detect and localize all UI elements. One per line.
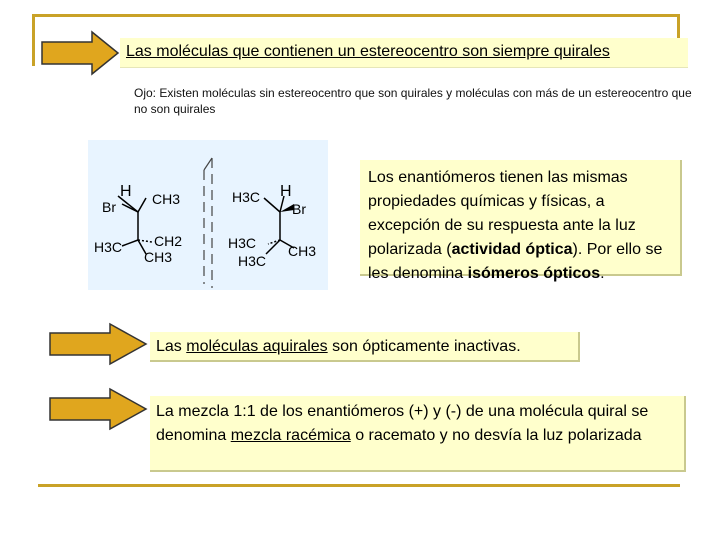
enantiomers-text-1: Los enantiómeros tienen las mismas propiedades químicas y físicas, a excepción de su respuesta ante la luz polarizada ( [368,169,636,258]
arrow-icon [48,387,148,431]
top-rule [32,14,680,17]
right-h3c-mid-label: H3C [228,235,257,251]
left-br-label: Br [102,199,116,215]
enantiomers-text-2: ). Por ello se les denomina [368,241,663,282]
left-h3c-label: H3C [94,239,123,255]
achiral-statement [150,332,580,362]
right-h3c-top-label: H3C [232,189,261,205]
enantiomers-text-3: . [600,265,605,282]
left-ch3-top-label: CH3 [152,191,181,207]
enantiomers-box [360,160,682,282]
achiral-term: moléculas aquirales [186,338,328,355]
arrow-icon [48,322,148,366]
achiral-text-pre: Las [156,338,187,355]
racemic-text-post: o racemato y no desvía la luz polarizada [350,427,642,444]
achiral-text-post: son ópticamente inactivas. [327,338,521,355]
racemic-statement [150,396,686,472]
mirror-plane [190,156,220,292]
left-ch2-label: CH2 [154,233,183,249]
right-h3c-bottom-label: H3C [238,253,267,269]
right-ch3-label: CH3 [288,243,317,259]
racemic-text-pre: La mezcla 1:1 de los enantiómeros (+) y (-) de una molécula quiral se denomina [156,403,649,444]
note-text: Ojo: Existen moléculas sin estereocentro que son quirales y moléculas con más de un estereocentro que no son quirales [134,86,692,116]
right-h-label: H [280,183,292,200]
right-br-label: Br [292,201,306,217]
racemic-term: mezcla racémica [230,427,351,444]
left-rule [32,14,35,66]
left-h-label: H [120,183,132,200]
title-statement: Las moléculas que contienen un estereocentro son siempre quirales [120,38,688,68]
optical-isomers-term: isómeros ópticos [467,265,601,282]
arrow-icon [40,30,120,76]
optical-activity-term: actividad óptica [451,241,573,258]
left-ch3-bottom-label: CH3 [144,249,173,265]
bottom-rule [38,484,680,487]
